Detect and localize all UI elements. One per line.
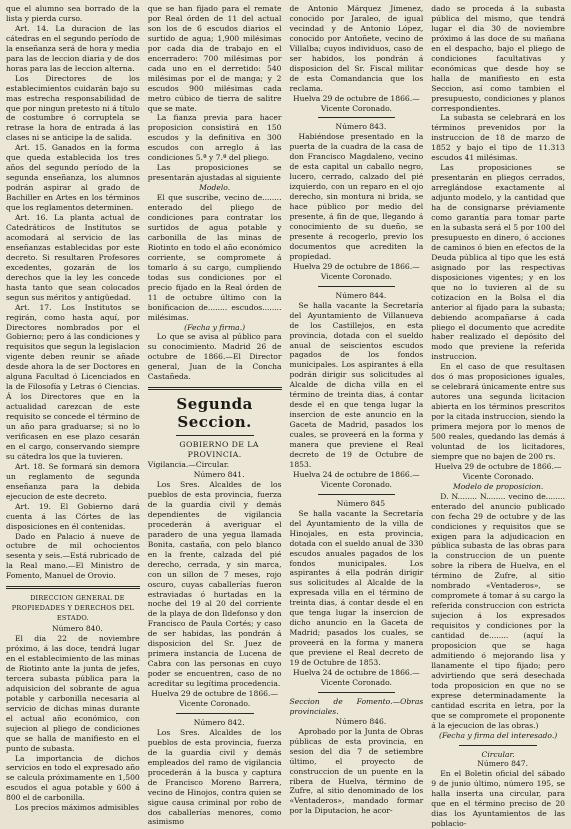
paragraph: Huelva 24 de octubre de 1866.—Vicente Coronado.: [292, 469, 420, 489]
paragraph: El que suscribe, vecino de........ enterado del pliego de condiciones para contratar los surtidos de agua potable y carbonilla de las minas de Riotinto en todo el año económico corriente, se compromete á tomarlo á su cargo, cumpliendo todas sus condiciones por el precio fijado en la Real órden de 11 de octubre último con la bonificacion de........ escudos........ milésimas.: [147, 193, 282, 322]
paragraph: Se halla vacante la Secretaría del Ayuntamiento de Villanueva de los Castillejos, en esta provincia, dotada con el sueldo anual de seiscientos escudos pagados de los fondos municipales. Los aspirantes á ella podrán dirigir sus solicitudes al Alcalde de dicha villa en el término de treinta dias, á contar desde el en que tenga lugar la insercion de este anuncio en la Gaceta de Madrid, pasados los cuales, se proveerá en la forma y manera que previene el Real decreto de 19 de Octubre de 1853.: [289, 300, 424, 469]
divider-rule: [459, 745, 537, 746]
divider-rule: [318, 692, 396, 693]
paragraph: Las proposiciones se presentarán en pliegos cerrados, arreglándose exactamente al adjunto modelo, y la cantidad que ha de consignarse préviamente como garantía para tomar parte en la subasta será el 5 por 100 del presupuesto en dinero, ó acciones de caminos ó bien en efectos de la Deuda pública al tipo que les está asignado por las respectivas disposiciones vigentes; y en los que no lo tuvieren al de su cotizacion en la Bolsa el dia anterior al fijado para la subasta; debiendo acompañarse á cada pliego el documento que acredite haber realizado el depósito del modo que previene la referida instruccion.: [431, 163, 565, 362]
paragraph: Huelva 24 de octubre de 1866.—Vicente Coronado.: [292, 668, 420, 687]
paragraph: La importancia de dichos servicios en todo el expresado año se calcula próximamente en 1,500 escudos el agua potable y 600 á 800 el de carbonilla.: [6, 753, 140, 803]
paragraph: Art. 15. Ganados en la forma que queda establecida los tres años del segundo período de la segunda enseñanza, los alumnos podrán aspirar al grado de Bachiller en Artes en los términos que los reglamentos determinen.: [6, 143, 140, 213]
paragraph: Huelva 29 de octubre de 1866.—Vicente Coronado.: [151, 689, 279, 708]
paragraph: Seccion de Fomento.—Obras provinciales.: [289, 696, 424, 716]
paragraph: que se han fijado para el remate por Real órden de 11 del actual son los de 6 escudos diarios el surtido de agua; 1,900 milésimas por cada dia de trabajo en el encerradero: 700 milésimas por cada uno en el derretido: 540 milésimas por el de manga; y 2 escudos 900 milésimas cada metro cúbico de tierra de salitre que se mate.: [147, 4, 282, 113]
paragraph: Huelva 29 de octubre de 1866.—Vicente Coronado.: [434, 461, 562, 481]
notice-number: Número 840.: [51, 624, 103, 634]
paragraph: de Antonio Márquez Jimenez, conocido por Jaraleo, de igual vecindad y de Antonio López, conocido por Antoñete, vecino de Villalba; cuyos individuos, caso de ser habidos, los pondrán á disposicion del Sr. Fiscal militar de esta Comandancia que los reclama.: [289, 4, 424, 93]
divider-rule: [318, 494, 396, 495]
paragraph: Circular.: [481, 749, 515, 759]
paragraph: Huelva 29 de octubre de 1866.—Vicente Coronado.: [292, 261, 420, 281]
paragraph: (Fecha y firma del interesado.): [439, 730, 558, 740]
paragraph: Las proposiciones se presentarán ajustadas al siguiente: [147, 163, 282, 183]
paragraph: D. N........ N........ vecino de........ enterado del anuncio publicado con fecha 29 de octubre y de las condiciones y requisitos que se exigen para la adjudicacion en pública subasta de las obras para la construccion de un puente sobre la ribera de Huelva, en el término de Zufre, al sitio nombrado «Ventaderos», se compromete á tomar á su cargo la referida construccion con estricta sujecion á los expresados requisitos y condiciones por la cantidad de........ (aquí la proposicion que se haga admitiendo ó mejorando lisa y llanamente el tipo fijado; pero advirtiendo que será desechada toda proposicion en que no se exprese determinadamente la cantidad escrita en letra, por la que se compromete el proponente á la ejecucion de las obras.): [431, 491, 565, 730]
divider-rule: [318, 286, 396, 287]
paragraph: Art. 19. El Gobierno dará cuenta á las Córtes de las disposiciones en él contenidas.: [6, 501, 140, 531]
paragraph: Los precios máximos admisibles: [15, 803, 140, 813]
column-3: [289, 4, 424, 816]
divider-rule: [6, 586, 140, 589]
government-heading: GOBIERNO DE LA PROVINCIA.: [179, 440, 259, 460]
paragraph: Vigilancia.—Circular.: [147, 460, 230, 470]
divider-rule: [176, 713, 254, 714]
paragraph: Modelo de proposicion.: [452, 481, 544, 491]
column-4: [431, 4, 565, 829]
paragraph: Art. 16. La planta actual de Catedráticos de Institutos se acomodará al servicio de las enseñanzas establecidas por este decreto. Si resultaren Profesores excedentes, gozarán de los derechos que la ley les concede hasta tanto que sean colocados segun sus méritos y antigüedad.: [6, 213, 140, 302]
section-title: Segunda Seccion.: [176, 395, 253, 432]
notice-number: Número 844.: [335, 290, 387, 300]
paragraph: En el caso de que resultasen dos ó mas proposiciones iguales, se celebrará únicamente entre sus autores una segunda licitacion abierta en los términos prescritos por la citada instruccion, siendo la primera mejora por lo menos de 500 reales, quedando las demás á voluntad de los licitadores, siempre que no bajen de 200 rs.: [431, 362, 565, 461]
paragraph: Modelo.: [199, 183, 231, 193]
divider-rule: [176, 435, 254, 436]
department-heading: DIRECCION GENERAL DE PROPIEDADES Y DERECHOS DEL ESTADO.: [11, 594, 134, 623]
divider-rule: [318, 117, 396, 118]
paragraph: En el Boletin oficial del sábado 9 de junio último, número 195, se halla inserta una circular, para que en el término preciso de 20 dias los Ayuntamientos de las poblacio-: [431, 769, 565, 829]
paragraph: Se halla vacante la Secretaría del Ayuntamiento de la villa de Hinojales, en esta provincia, dotada con el sueldo anual de 330 escudos anuales pagados de los fondos municipales. Los aspirantes á ella podrán dirigir sus solicitudes al Alcalde de la expresada villa en el término de treinta dias, á contar desde el en que tenga lugar la insercion de dicho anuncio en la Gaceta de Madrid; pasados los cuales, se proveerá en la forma y manera que previene el Real decreto de 19 de Octubre de 1853.: [289, 508, 424, 668]
paragraph: El dia 22 de noviembre próximo, á las doce, tendrá lugar en el establecimiento de las minas de Riotinto ante la junta de jefes, tercera subasta pública para la adquisicion del sobrante de agua potable y carbonilla necesaria al servicio de dichas minas durante el actual año económico, con sujecion al pliego de condiciones que se halla de manifiesto en el punto de subasta.: [6, 634, 140, 753]
divider-rule: [148, 387, 282, 390]
paragraph: Aprobado por la Junta de Obras públicas de esta provincia, en sesion del dia 7 de setiembre último, el proyecto de construccion de un puente en la ribera de Huelva, término de Zufre, al sitio denominado de los «Ventaderos», mandado formar por la Diputacion, he acor-: [289, 726, 424, 816]
paragraph: que el alumno sea borrado de la lista y pierda curso.: [6, 4, 140, 23]
notice-number: Número 845: [336, 498, 386, 508]
paragraph: Los Sres. Alcaldes de los pueblos de esta provincia, fuerza de la guardia civil y demás empleados del ramo de vigilancia procederán á la busca y captura de Francisco Moreno Barrera, vecino de Hinojos, contra quien se sigue causa criminal por robo de dos caballerías menores, como asimismo: [147, 727, 282, 827]
paragraph: Habiéndose presentado en la puerta de la cuadra de la casa de don Francisco Magdaleno, vecino de esta capital un caballo negro, lucero, cerrado, calzado del pié izquierdo, con un reparo en el ojo derecho, sin montura ni brida, se hace público por medio del presente, á fin de que, llegando á conocimiento de su dueño, se presente á recogerlo, previo los documentos que acrediten la propiedad.: [289, 132, 424, 261]
paragraph: Art. 17. Los Institutos se regirán, como hasta aquí, por Directores nombrados por el Gobierno; pero á las condiciones y requisitos que segun la legislacion vigente deben reunir se añade desde ahora la de ser Doctores en alguna Facultad ó Licenciados en la de Filosofía y Letras ó Ciencias. Á los Directores que en la actualidad carezcan de este requisito se concede el término de un año para graduarse; si no lo verificasen en ese plazo cesarán en el cargo, conservando siempre su cátedra los que la tuvieren.: [6, 302, 140, 461]
paragraph: (Fecha y firma.): [184, 322, 246, 332]
paragraph: dado se proceda á la subasta pública del mismo, que tendrá lugar el dia 30 de noviembre próximo á las doce de su mañana en el despacho, bajo el pliego de condiciones facultativas y económicas que desde hoy se halla de manifiesto en esta Seccion, así como tambien el presupuesto, condiciones y planos correspondientes.: [431, 4, 565, 113]
notice-number: Número 846.: [335, 716, 387, 726]
paragraph: La fianza previa para hacer proposicion consistirá en 150 escudos y la definitiva en 300 escudos con arreglo á las condiciones 5.ª y 7.ª del pliego.: [147, 113, 282, 163]
paragraph: Huelva 29 de octubre de 1866.—Vicente Coronado.: [292, 93, 420, 113]
column-1: [6, 4, 140, 813]
notice-number: Número 841.: [193, 470, 245, 480]
column-2: [147, 4, 282, 827]
notice-number: Número 843.: [335, 122, 387, 132]
paragraph: Dado en Palacio á nueve de octubre de mil ochocientos sesenta y seis.—Está rubricado de la Real mano.—El Ministro de Fomento, Manuel de Orovio.: [6, 531, 140, 581]
paragraph: Art. 14. La duracion de las cátedras en el segundo período de la enseñanza será de hora y media para las de leccion diaria y de dos horas para las de leccion alterna.: [6, 23, 140, 73]
notice-number: Número 847.: [477, 759, 528, 769]
paragraph: Lo que se avisa al público para su conocimiento. Madrid 26 de octubre de 1866.—El Director general, Juan de la Concha Castañeda.: [147, 332, 282, 382]
paragraph: Art. 18. Se formará sin demora un reglamento de segunda enseñanza para la debida ejecucion de este decreto.: [6, 461, 140, 501]
paragraph: Los Directores de los establecimientos cuidarán bajo su mas estrecha responsabilidad de que por ningun pretesto ni á título de costumbre ó corruptela se retrase la hora de entrada á las clases ni se anticipe la de salida.: [6, 73, 140, 143]
paragraph: Los Sres. Alcaldes de los pueblos de esta provincia, fuerza de la guardia civil y demás dependientes de vigilancia procederán á averiguar el paradero de una yegua llamada Bonita, castaña, con pelo blanco en la frente, calzada del pié derecho, cerrada, y sin marca, con un sillon de 7 meses, rojo oscuro, cuyas caballerías fueron estraviadas ó hurtadas en la noche del 19 al 20 del corriente de la playa de don Ildefonso y don Francisco de Paula Cortés; y caso de ser habidas, las pondrán á disposicion del Sr. Juez de primera instancia de Lucena de Cabra con las personas en cuyo poder se encuentren, caso de no acreditar su legítima procedencia.: [147, 480, 282, 689]
notice-number: Número 842.: [193, 717, 245, 727]
paragraph: La subasta se celebrará en los términos prevenidos por la instruccion de 18 de marzo de 1852 y bajo el tipo de 11.313 escudos 41 milésimas.: [431, 113, 565, 163]
